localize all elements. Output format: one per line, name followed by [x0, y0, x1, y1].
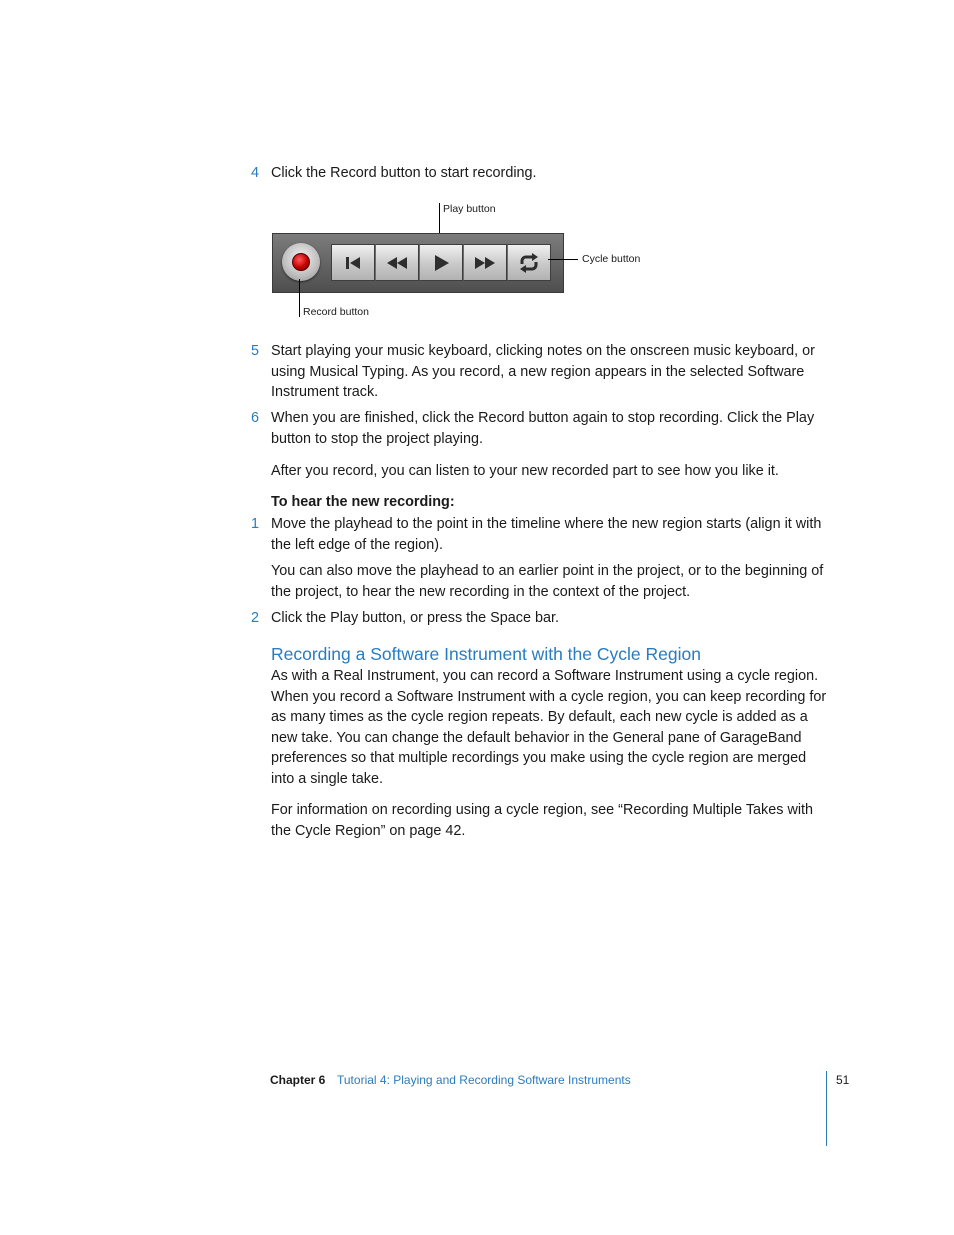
play-button-callout: Play button [443, 203, 496, 215]
hear-note-paragraph: You can also move the playhead to an earlier point in the project, or to the beginning of the project, to hear the new recording in the context of the project. [271, 563, 824, 600]
record-callout-line [299, 279, 300, 317]
step-number: 6 [251, 410, 260, 426]
step-number: 1 [251, 516, 260, 532]
footer-chapter: Chapter 6 [270, 1073, 326, 1087]
section-paragraph-1: As with a Real Instrument, you can record a Software Instrument using a cycle region. When you record a Software Instrument with a cycle region, you can keep recording for as many times as the cycle region repeats. By default, each new cycle is added as a new take. You can change the default behavior in the General pane of GarageBand preferences so that multiple recordings you make using the cycle region are merged into a single take. [271, 668, 827, 787]
footer-chapter-title: Tutorial 4: Playing and Recording Software Instruments [337, 1073, 631, 1087]
cycle-callout-line [548, 259, 578, 260]
rewind-icon [385, 256, 409, 270]
section-paragraph-2: For information on recording using a cycle region, see “Recording Multiple Takes with the Cycle Region” on page 42. [271, 802, 814, 839]
rewind-button[interactable] [375, 244, 419, 281]
page-number: 51 [836, 1073, 850, 1087]
record-button-callout: Record button [303, 306, 369, 318]
transport-button-group [331, 244, 551, 281]
step-number: 4 [251, 165, 260, 181]
go-to-beginning-icon [344, 256, 362, 270]
play-button[interactable] [419, 244, 463, 281]
step-text: Start playing your music keyboard, clicking notes on the onscreen music keyboard, or using Musical Typing. As you record, a new region appears in the selected Software Instrument track. [271, 343, 815, 400]
record-icon [292, 253, 310, 271]
step-number: 5 [251, 343, 260, 359]
hear-recording-heading: To hear the new recording: [271, 494, 455, 510]
footer-divider [826, 1071, 827, 1146]
step-text: When you are finished, click the Record button again to stop recording. Click the Play button to stop the project playing. [271, 410, 815, 447]
play-icon [432, 254, 450, 272]
after-record-paragraph: After you record, you can listen to your new recorded part to see how you like it. [271, 463, 779, 479]
step-text: Move the playhead to the point in the timeline where the new region starts (align it with the left edge of the region). [271, 516, 822, 553]
transport-controls [272, 233, 564, 293]
step-text: Click the Play button, or press the Space bar. [271, 610, 559, 626]
cycle-icon [518, 253, 540, 273]
fast-forward-button[interactable] [463, 244, 507, 281]
step-number: 2 [251, 610, 260, 626]
cycle-button[interactable] [507, 244, 551, 281]
step-text: Click the Record button to start recording. [271, 165, 537, 181]
record-button[interactable] [282, 243, 320, 281]
cycle-button-callout: Cycle button [582, 253, 641, 265]
section-heading: Recording a Software Instrument with the Cycle Region [271, 644, 701, 664]
fast-forward-icon [473, 256, 497, 270]
go-to-beginning-button[interactable] [331, 244, 375, 281]
